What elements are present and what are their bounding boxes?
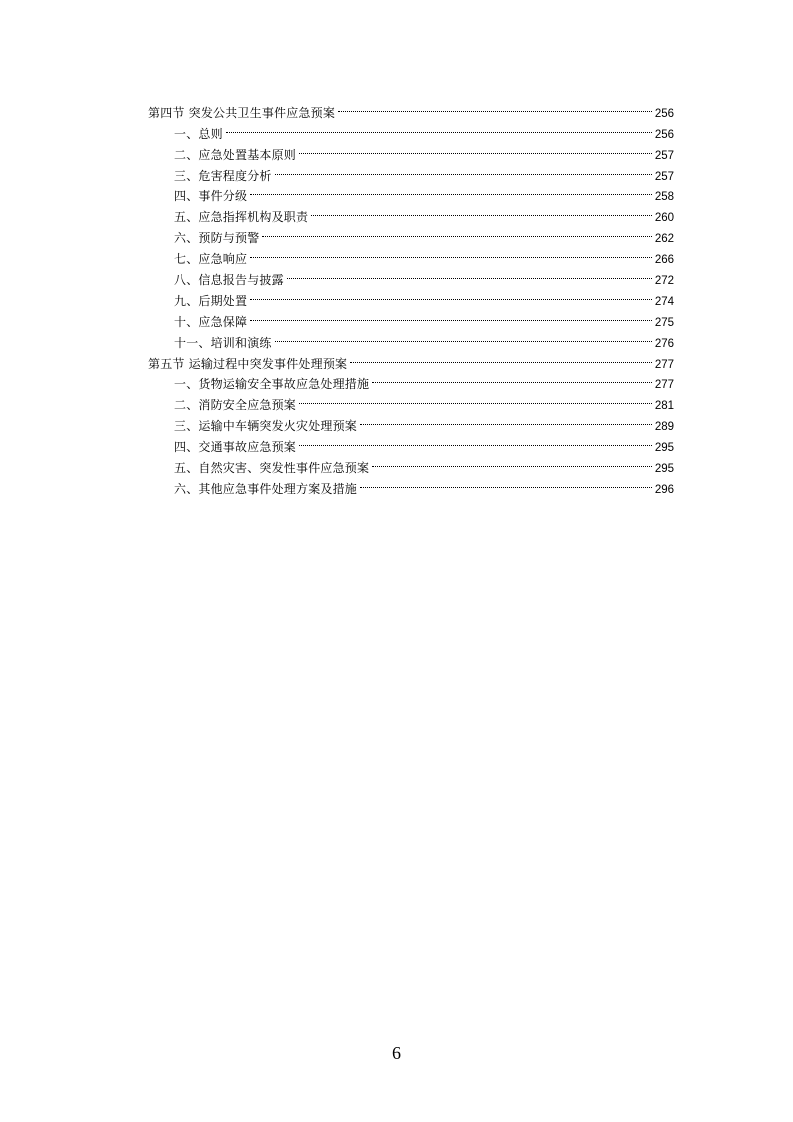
toc-section-entry[interactable] xyxy=(148,96,674,120)
toc-entry-page-number: 275 xyxy=(654,316,674,329)
toc-dot-leader xyxy=(370,451,654,472)
toc-entry-title: 二、应急处置基本原则 xyxy=(174,147,297,162)
toc-dot-leader xyxy=(348,347,654,368)
toc-entry-page-number: 262 xyxy=(654,233,674,246)
toc-dot-leader xyxy=(248,305,654,326)
toc-dot-leader xyxy=(358,472,654,493)
toc-dot-leader xyxy=(297,138,654,159)
toc-entry-title: 十一、培训和演练 xyxy=(174,335,272,350)
toc-entry-title: 二、消防安全应急预案 xyxy=(174,398,297,413)
toc-entry-page-number: 256 xyxy=(654,128,674,141)
toc-entry-page-number: 276 xyxy=(654,337,674,350)
toc-dot-leader xyxy=(297,430,654,451)
toc-entry-page-number: 257 xyxy=(654,149,674,162)
toc-dot-leader xyxy=(273,326,654,347)
toc-entry-page-number: 296 xyxy=(654,483,674,496)
toc-entry-page-number: 266 xyxy=(654,254,674,267)
toc-entry-page-number: 277 xyxy=(654,379,674,392)
page-number: 6 xyxy=(392,1043,401,1063)
toc-dot-leader xyxy=(273,159,654,180)
toc-entry-title: 七、应急响应 xyxy=(174,252,248,267)
toc-dot-leader xyxy=(248,180,654,201)
toc-entry-page-number: 277 xyxy=(654,358,674,371)
toc-dot-leader xyxy=(248,242,654,263)
toc-entry-title: 八、信息报告与披露 xyxy=(174,273,284,288)
toc-entry-page-number: 295 xyxy=(654,463,674,476)
toc-entry-title: 五、自然灾害、突发性事件应急预案 xyxy=(174,461,370,476)
toc-entry-title: 十、应急保障 xyxy=(174,314,248,329)
toc-entry-title: 九、后期处置 xyxy=(174,293,248,308)
toc-entry-title: 六、预防与预警 xyxy=(174,231,260,246)
toc-entry-page-number: 258 xyxy=(654,191,674,204)
toc-entry-title: 四、事件分级 xyxy=(174,189,248,204)
toc-entry-title: 第五节 运输过程中突发事件处理预案 xyxy=(148,356,348,371)
toc-entry-title: 一、总则 xyxy=(174,126,223,141)
toc-entry-title: 三、运输中车辆突发火灾处理预案 xyxy=(174,419,358,434)
toc-entry-page-number: 260 xyxy=(654,212,674,225)
toc-subsection-entry[interactable] xyxy=(148,117,674,141)
toc-entry-title: 四、交通事故应急预案 xyxy=(174,440,297,455)
toc-dot-leader xyxy=(336,96,654,117)
toc-dot-leader xyxy=(260,221,653,242)
toc-subsection-entry[interactable] xyxy=(148,138,674,162)
toc-entry-title: 五、应急指挥机构及职责 xyxy=(174,210,309,225)
toc-dot-leader xyxy=(358,409,654,430)
toc-dot-leader xyxy=(297,388,654,409)
toc-dot-leader xyxy=(285,263,654,284)
toc-dot-leader xyxy=(309,200,654,221)
toc-entry-title: 三、危害程度分析 xyxy=(174,168,272,183)
toc-entry-page-number: 257 xyxy=(654,170,674,183)
table-of-contents xyxy=(148,96,674,496)
toc-entry-page-number: 289 xyxy=(654,421,674,434)
toc-entry-page-number: 256 xyxy=(654,107,674,120)
toc-entry-page-number: 272 xyxy=(654,275,674,288)
toc-entry-page-number: 295 xyxy=(654,442,674,455)
toc-entry-title: 第四节 突发公共卫生事件应急预案 xyxy=(148,105,336,120)
toc-dot-leader xyxy=(370,368,654,389)
toc-entry-title: 一、货物运输安全事故应急处理措施 xyxy=(174,377,370,392)
toc-entry-title: 六、其他应急事件处理方案及措施 xyxy=(174,481,358,496)
toc-dot-leader xyxy=(248,284,654,305)
toc-entry-page-number: 281 xyxy=(654,400,674,413)
toc-dot-leader xyxy=(224,117,654,138)
toc-entry-page-number: 274 xyxy=(654,295,674,308)
